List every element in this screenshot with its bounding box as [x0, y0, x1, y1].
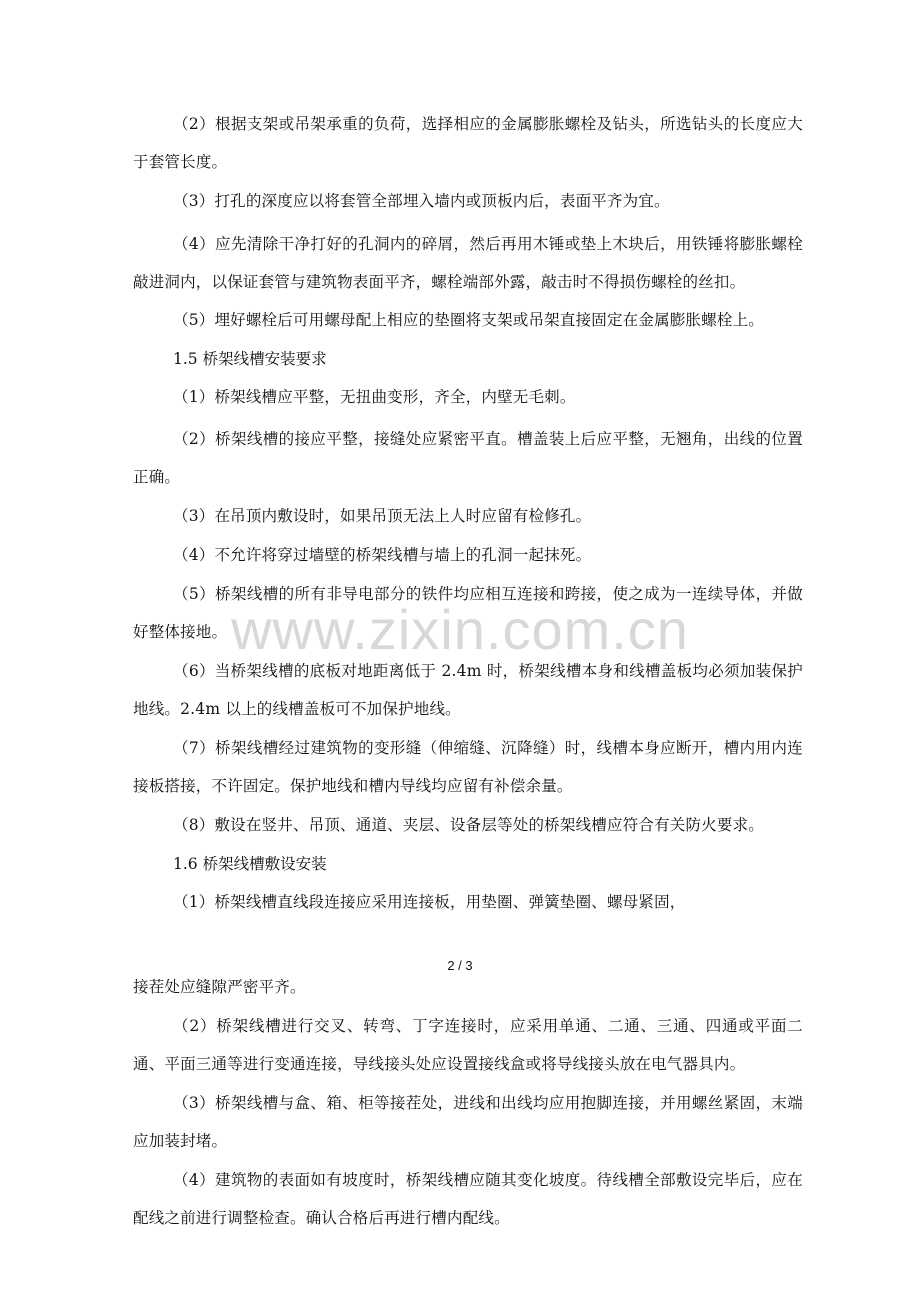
paragraph-req-5: （5）桥架线槽的所有非导电部分的铁件均应相互连接和跨接，使之成为一连续导体，并做好整体接地。 [133, 585, 803, 641]
paragraph-anchor-fix: （5）埋好螺栓后可用螺母配上相应的垫圈将支架或吊架直接固定在金属膨胀螺栓上。 [173, 311, 764, 329]
paragraph-anchor-clean: （4）应先清除干净打好的孔洞内的碎屑，然后再用木锤或垫上木块后，用铁锤将膨胀螺栓敲进洞内，以保证套管与建筑物表面平齐，螺栓端部外露，敲击时不得损伤螺栓的丝扣。 [133, 235, 803, 291]
section-heading-1-5: 1.5 桥架线槽安装要求 [173, 350, 327, 368]
page-number: 2 / 3 [447, 958, 473, 973]
paragraph-req-6: （6）当桥架线槽的底板对地距离低于 2.4m 时，桥架线槽本身和线槽盖板均必须加装保护地线。2.4m 以上的线槽盖板可不加保护地线。 [133, 662, 803, 718]
watermark: www.zixin.com.cn [231, 598, 689, 661]
section-heading-1-6: 1.6 桥架线槽敷设安装 [173, 855, 327, 873]
paragraph-anchor-depth: （3）打孔的深度应以将套管全部埋入墙内或顶板内后，表面平齐为宜。 [173, 192, 670, 210]
paragraph-req-7: （7）桥架线槽经过建筑物的变形缝（伸缩缝、沉降缝）时，线槽本身应断开，槽内用内连接板搭接，不许固定。保护地线和槽内导线均应留有补偿余量。 [133, 739, 803, 795]
paragraph-anchor-drill: （2）根据支架或吊架承重的负荷，选择相应的金属膨胀螺栓及钻头，所选钻头的长度应大于套管长度。 [133, 115, 803, 171]
paragraph-install-1-continued: 接茬处应缝隙严密平齐。 [133, 978, 306, 996]
paragraph-req-8: （8）敷设在竖井、吊顶、通道、夹层、设备层等处的桥架线槽应符合有关防火要求。 [173, 816, 764, 834]
paragraph-install-2: （2）桥架线槽进行交叉、转弯、丁字连接时，应采用单通、二通、三通、四通或平面二通、平面三通等进行变通连接，导线接头处应设置接线盒或将导线接头放在电气器具内。 [133, 1017, 803, 1073]
paragraph-req-3: （3）在吊顶内敷设时，如果吊顶无法上人时应留有检修孔。 [173, 507, 592, 525]
paragraph-req-1: （1）桥架线槽应平整，无扭曲变形，齐全，内壁无毛刺。 [173, 388, 576, 406]
paragraph-install-3: （3）桥架线槽与盒、箱、柜等接茬处，进线和出线均应用抱脚连接，并用螺丝紧固，末端应加装封堵。 [133, 1094, 803, 1150]
paragraph-install-4: （4）建筑物的表面如有坡度时，桥架线槽应随其变化坡度。待线槽全部敷设完毕后，应在配线之前进行调整检查。确认合格后再进行槽内配线。 [133, 1171, 803, 1227]
paragraph-req-2: （2）桥架线槽的接应平整，接缝处应紧密平直。槽盖装上后应平整，无翘角，出线的位置正确。 [133, 430, 803, 486]
paragraph-req-4: （4）不允许将穿过墙壁的桥架线槽与墙上的孔洞一起抹死。 [173, 546, 592, 564]
paragraph-install-1: （1）桥架线槽直线段连接应采用连接板，用垫圈、弹簧垫圈、螺母紧固， [173, 893, 686, 911]
